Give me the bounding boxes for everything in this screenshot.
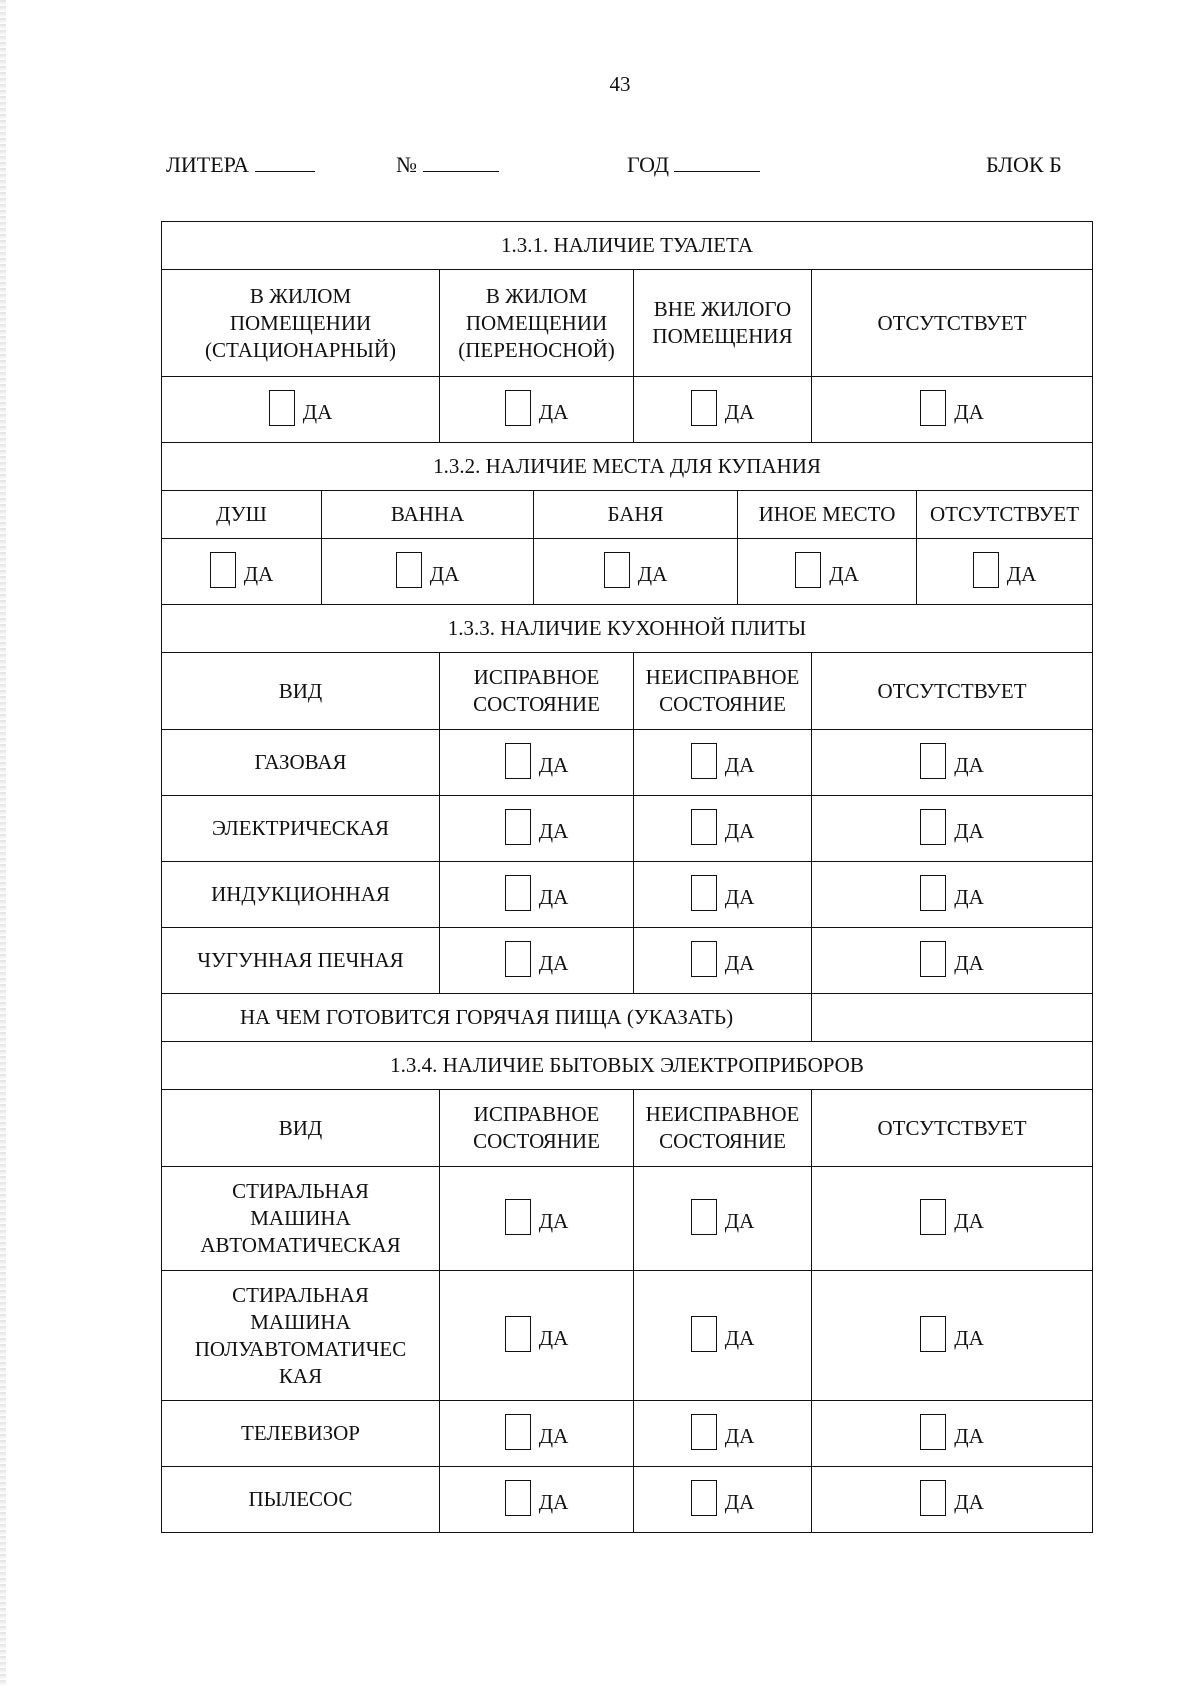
checkbox-square[interactable] bbox=[691, 743, 717, 779]
bathing-cell bbox=[322, 539, 534, 605]
stove-row bbox=[162, 796, 1093, 862]
appliance-cell bbox=[440, 1467, 634, 1533]
appliance-type bbox=[162, 1167, 440, 1271]
bathing-checkbox-2[interactable] bbox=[396, 550, 460, 586]
checkbox-label: ДА bbox=[724, 884, 755, 909]
stove-type: ЭЛЕКТРИЧЕСКАЯ bbox=[162, 796, 440, 862]
section-appliances-title: 1.3.4. НАЛИЧИЕ БЫТОВЫХ ЭЛЕКТРОПРИБОРОВ bbox=[162, 1042, 1093, 1090]
appliance-cell bbox=[440, 1401, 634, 1467]
stove-other-row bbox=[162, 994, 1093, 1042]
stove-cell bbox=[440, 796, 634, 862]
appliance-row bbox=[162, 1271, 1093, 1401]
stove-cell bbox=[440, 862, 634, 928]
cell-text: ВНЕ ЖИЛОГО bbox=[653, 297, 792, 321]
checkbox-square[interactable] bbox=[505, 1316, 531, 1352]
stove-row bbox=[162, 862, 1093, 928]
stove-checkbox-1-1[interactable] bbox=[505, 741, 569, 777]
survey-form-table bbox=[161, 221, 1093, 1533]
checkbox-label: ДА bbox=[724, 1208, 755, 1233]
bathing-cell bbox=[917, 539, 1093, 605]
appliance-cell bbox=[812, 1467, 1093, 1533]
cell-text: В ЖИЛОМ bbox=[485, 283, 588, 308]
cell-text: (СТАЦИОНАРНЫЙ) bbox=[204, 337, 397, 362]
page-number: 43 bbox=[609, 72, 631, 96]
checkbox-label: ДА bbox=[538, 818, 569, 843]
stove-type: ЧУГУННАЯ ПЕЧНАЯ bbox=[162, 928, 440, 994]
stove-type: ИНДУКЦИОННАЯ bbox=[162, 862, 440, 928]
appliance-type bbox=[162, 1467, 440, 1533]
cell-text: ВИД bbox=[278, 678, 323, 703]
checkbox-label: ДА bbox=[954, 752, 984, 777]
stove-checkbox-3-1[interactable] bbox=[505, 873, 569, 909]
checkbox-label: ДА bbox=[954, 399, 984, 424]
checkbox-square[interactable] bbox=[920, 390, 946, 426]
stove-checkbox-4-1[interactable] bbox=[505, 939, 569, 975]
section-bathing-title-row bbox=[162, 443, 1093, 491]
checkbox-square[interactable] bbox=[691, 1414, 717, 1450]
stove-header-row bbox=[162, 653, 1093, 730]
checkbox-square[interactable] bbox=[505, 1414, 531, 1450]
stove-cell bbox=[812, 796, 1093, 862]
checkbox-square[interactable] bbox=[505, 743, 531, 779]
appliance-checkbox-1-2[interactable] bbox=[691, 1197, 755, 1233]
cell-text: ОТСУТСТВУЕТ bbox=[877, 1115, 1027, 1140]
checkbox-label: ДА bbox=[538, 399, 569, 424]
stove-checkbox-2-3[interactable] bbox=[920, 807, 984, 843]
stove-cell bbox=[812, 730, 1093, 796]
stove-cell bbox=[440, 730, 634, 796]
stove-checkbox-4-2[interactable] bbox=[691, 939, 755, 975]
cell-text: СОСТОЯНИЕ bbox=[473, 692, 600, 716]
stove-type: ГАЗОВАЯ bbox=[162, 730, 440, 796]
stove-cell bbox=[812, 928, 1093, 994]
stove-checkbox-4-3[interactable] bbox=[920, 939, 984, 975]
cell-text: (ПЕРЕНОСНОЙ) bbox=[458, 337, 615, 362]
checkbox-label: ДА bbox=[538, 1325, 569, 1350]
checkbox-label: ДА bbox=[302, 399, 333, 424]
appliance-checkbox-4-2[interactable] bbox=[691, 1478, 755, 1514]
checkbox-square[interactable] bbox=[505, 1480, 531, 1516]
appliance-checkbox-1-1[interactable] bbox=[505, 1197, 569, 1233]
appliance-checkbox-1-3[interactable] bbox=[920, 1197, 984, 1233]
appliance-cell bbox=[634, 1167, 812, 1271]
stove-cell bbox=[440, 928, 634, 994]
checkbox-label: ДА bbox=[954, 1208, 984, 1233]
bathing-col-header: ОТСУТСТВУЕТ bbox=[917, 491, 1093, 539]
appliance-row bbox=[162, 1401, 1093, 1467]
toilet-col-header bbox=[812, 270, 1093, 377]
checkbox-label: ДА bbox=[1006, 561, 1037, 586]
checkbox-square[interactable] bbox=[505, 875, 531, 911]
toilet-checkbox-4[interactable] bbox=[920, 388, 984, 424]
appliance-checkbox-2-3[interactable] bbox=[920, 1314, 984, 1350]
appliance-checkbox-4-1[interactable] bbox=[505, 1478, 569, 1514]
checkbox-square[interactable] bbox=[505, 1199, 531, 1235]
bathing-col-header: ВАННА bbox=[322, 491, 534, 539]
appliance-type bbox=[162, 1401, 440, 1467]
stove-checkbox-1-3[interactable] bbox=[920, 741, 984, 777]
stove-col-header bbox=[440, 653, 634, 730]
appliance-cell bbox=[634, 1401, 812, 1467]
stove-cell bbox=[634, 928, 812, 994]
appliance-row bbox=[162, 1167, 1093, 1271]
checkbox-label: ДА bbox=[724, 399, 755, 424]
cell-text: ПЫЛЕСОС bbox=[248, 1487, 353, 1511]
toilet-check-row bbox=[162, 377, 1093, 443]
checkbox-square[interactable] bbox=[691, 875, 717, 911]
cell-text: В ЖИЛОМ bbox=[249, 283, 352, 308]
appliance-cell bbox=[634, 1271, 812, 1401]
checkbox-label: ДА bbox=[243, 561, 274, 586]
block-label: БЛОК Б bbox=[986, 152, 1062, 177]
bathing-checkbox-3[interactable] bbox=[604, 550, 668, 586]
bathing-checkbox-4[interactable] bbox=[795, 550, 859, 586]
checkbox-square[interactable] bbox=[691, 390, 717, 426]
toilet-header-row bbox=[162, 270, 1093, 377]
stove-checkbox-3-2[interactable] bbox=[691, 873, 755, 909]
stove-other-input[interactable] bbox=[812, 994, 1093, 1042]
checkbox-square[interactable] bbox=[505, 941, 531, 977]
cell-text: СТИРАЛЬНАЯ bbox=[232, 1282, 369, 1307]
checkbox-label: ДА bbox=[429, 561, 460, 586]
checkbox-label: ДА bbox=[724, 1489, 755, 1514]
cell-text: СОСТОЯНИЕ bbox=[473, 1129, 600, 1153]
litera-field bbox=[166, 152, 315, 178]
checkbox-label: ДА bbox=[724, 950, 755, 975]
appliance-header-row bbox=[162, 1090, 1093, 1167]
checkbox-square[interactable] bbox=[920, 1316, 946, 1352]
appliance-col-header bbox=[812, 1090, 1093, 1167]
year-field bbox=[627, 152, 760, 178]
toilet-checkbox-2[interactable] bbox=[505, 388, 569, 424]
toilet-cell bbox=[812, 377, 1093, 443]
appliance-row bbox=[162, 1467, 1093, 1533]
appliance-cell bbox=[440, 1167, 634, 1271]
toilet-col-header bbox=[634, 270, 812, 377]
checkbox-label: ДА bbox=[724, 1423, 755, 1448]
cell-text: ТЕЛЕВИЗОР bbox=[241, 1421, 360, 1445]
section-toilet-title-row bbox=[162, 222, 1093, 270]
checkbox-label: ДА bbox=[954, 1423, 984, 1448]
cell-text: СОСТОЯНИЕ bbox=[659, 1129, 786, 1153]
appliance-cell bbox=[812, 1271, 1093, 1401]
toilet-col-header bbox=[162, 270, 440, 377]
bathing-header-row bbox=[162, 491, 1093, 539]
bathing-check-row bbox=[162, 539, 1093, 605]
year-label: ГОД bbox=[627, 152, 669, 177]
cell-text: ВИД bbox=[278, 1115, 323, 1140]
cell-text: ПОМЕЩЕНИИ bbox=[465, 310, 608, 335]
appliance-checkbox-2-1[interactable] bbox=[505, 1314, 569, 1350]
appliance-type bbox=[162, 1271, 440, 1401]
checkbox-square[interactable] bbox=[505, 809, 531, 845]
appliance-checkbox-3-3[interactable] bbox=[920, 1412, 984, 1448]
number-label: № bbox=[396, 152, 417, 177]
bathing-checkbox-5[interactable] bbox=[973, 550, 1037, 586]
checkbox-square[interactable] bbox=[920, 743, 946, 779]
checkbox-label: ДА bbox=[954, 884, 984, 909]
checkbox-label: ДА bbox=[538, 752, 569, 777]
toilet-cell bbox=[162, 377, 440, 443]
checkbox-label: ДА bbox=[724, 752, 755, 777]
checkbox-square[interactable] bbox=[691, 1199, 717, 1235]
checkbox-label: ДА bbox=[538, 1423, 569, 1448]
section-stove-title-row bbox=[162, 605, 1093, 653]
cell-text: ПОМЕЩЕНИИ bbox=[229, 310, 372, 335]
checkbox-square[interactable] bbox=[920, 809, 946, 845]
checkbox-square[interactable] bbox=[604, 552, 630, 588]
stove-checkbox-3-3[interactable] bbox=[920, 873, 984, 909]
cell-text: ИСПРАВНОЕ bbox=[473, 665, 600, 689]
toilet-checkbox-3[interactable] bbox=[691, 388, 755, 424]
bathing-cell bbox=[534, 539, 738, 605]
number-blank[interactable] bbox=[423, 153, 499, 172]
checkbox-square[interactable] bbox=[691, 941, 717, 977]
cell-text: СОСТОЯНИЕ bbox=[659, 692, 786, 716]
toilet-col-header bbox=[440, 270, 634, 377]
toilet-checkbox-1[interactable] bbox=[269, 388, 333, 424]
cell-text: СТИРАЛЬНАЯ bbox=[232, 1179, 369, 1203]
appliance-cell bbox=[812, 1167, 1093, 1271]
checkbox-square[interactable] bbox=[920, 1480, 946, 1516]
checkbox-square[interactable] bbox=[920, 875, 946, 911]
toilet-cell bbox=[440, 377, 634, 443]
cell-text: МАШИНА bbox=[250, 1309, 351, 1334]
stove-checkbox-2-1[interactable] bbox=[505, 807, 569, 843]
cell-text: ПОМЕЩЕНИЯ bbox=[652, 324, 793, 348]
section-stove-title: 1.3.3. НАЛИЧИЕ КУХОННОЙ ПЛИТЫ bbox=[162, 605, 1093, 653]
stove-checkbox-1-2[interactable] bbox=[691, 741, 755, 777]
checkbox-square[interactable] bbox=[691, 1316, 717, 1352]
bathing-col-header: ИНОЕ МЕСТО bbox=[738, 491, 917, 539]
bathing-col-header: ДУШ bbox=[162, 491, 322, 539]
appliance-col-header bbox=[440, 1090, 634, 1167]
checkbox-label: ДА bbox=[538, 1489, 569, 1514]
appliance-cell bbox=[634, 1467, 812, 1533]
section-appliances-title-row bbox=[162, 1042, 1093, 1090]
section-toilet-title: 1.3.1. НАЛИЧИЕ ТУАЛЕТА bbox=[162, 222, 1093, 270]
checkbox-label: ДА bbox=[954, 1489, 984, 1514]
appliance-col-header bbox=[162, 1090, 440, 1167]
checkbox-label: ДА bbox=[954, 1325, 984, 1350]
cell-text: НЕИСПРАВНОЕ bbox=[645, 665, 800, 689]
year-blank[interactable] bbox=[674, 153, 760, 172]
bathing-cell bbox=[162, 539, 322, 605]
appliance-cell bbox=[440, 1271, 634, 1401]
cell-text: КАЯ bbox=[278, 1363, 323, 1388]
stove-row bbox=[162, 928, 1093, 994]
checkbox-square[interactable] bbox=[691, 809, 717, 845]
stove-cell bbox=[634, 730, 812, 796]
checkbox-label: ДА bbox=[538, 1208, 569, 1233]
number-field bbox=[396, 152, 499, 178]
checkbox-square[interactable] bbox=[396, 552, 422, 588]
stove-checkbox-2-2[interactable] bbox=[691, 807, 755, 843]
checkbox-square[interactable] bbox=[269, 390, 295, 426]
checkbox-label: ДА bbox=[954, 818, 984, 843]
stove-cell bbox=[634, 862, 812, 928]
cell-text: ИСПРАВНОЕ bbox=[473, 1102, 600, 1126]
appliance-checkbox-4-3[interactable] bbox=[920, 1478, 984, 1514]
section-bathing-title: 1.3.2. НАЛИЧИЕ МЕСТА ДЛЯ КУПАНИЯ bbox=[162, 443, 1093, 491]
checkbox-square[interactable] bbox=[795, 552, 821, 588]
checkbox-label: ДА bbox=[538, 884, 569, 909]
litera-label: ЛИТЕРА bbox=[166, 152, 249, 177]
checkbox-label: ДА bbox=[954, 950, 984, 975]
stove-col-header bbox=[812, 653, 1093, 730]
checkbox-label: ДА bbox=[724, 818, 755, 843]
appliance-checkbox-3-2[interactable] bbox=[691, 1412, 755, 1448]
checkbox-square[interactable] bbox=[505, 390, 531, 426]
checkbox-square[interactable] bbox=[973, 552, 999, 588]
bathing-col-header: БАНЯ bbox=[534, 491, 738, 539]
stove-col-header bbox=[634, 653, 812, 730]
checkbox-square[interactable] bbox=[920, 1199, 946, 1235]
checkbox-square[interactable] bbox=[920, 941, 946, 977]
checkbox-label: ДА bbox=[724, 1325, 755, 1350]
checkbox-square[interactable] bbox=[691, 1480, 717, 1516]
toilet-cell bbox=[634, 377, 812, 443]
cell-text: ОТСУТСТВУЕТ bbox=[877, 678, 1027, 703]
bathing-cell bbox=[738, 539, 917, 605]
checkbox-label: ДА bbox=[829, 561, 859, 586]
stove-cell bbox=[812, 862, 1093, 928]
scan-edge bbox=[0, 0, 6, 1686]
cell-text: АВТОМАТИЧЕСКАЯ bbox=[200, 1233, 401, 1257]
checkbox-square[interactable] bbox=[920, 1414, 946, 1450]
checkbox-label: ДА bbox=[637, 561, 668, 586]
bathing-checkbox-1[interactable] bbox=[210, 550, 274, 586]
cell-text: ПОЛУАВТОМАТИЧЕС bbox=[194, 1336, 407, 1361]
appliance-checkbox-2-2[interactable] bbox=[691, 1314, 755, 1350]
cell-text: МАШИНА bbox=[250, 1206, 351, 1230]
checkbox-square[interactable] bbox=[210, 552, 236, 588]
appliance-cell bbox=[812, 1401, 1093, 1467]
stove-cell bbox=[634, 796, 812, 862]
litera-blank[interactable] bbox=[255, 153, 315, 172]
stove-row bbox=[162, 730, 1093, 796]
checkbox-label: ДА bbox=[538, 950, 569, 975]
cell-text: ОТСУТСТВУЕТ bbox=[877, 310, 1027, 335]
stove-other-label: НА ЧЕМ ГОТОВИТСЯ ГОРЯЧАЯ ПИЩА (УКАЗАТЬ) bbox=[162, 994, 812, 1042]
appliance-col-header bbox=[634, 1090, 812, 1167]
cell-text: НЕИСПРАВНОЕ bbox=[645, 1102, 800, 1126]
stove-col-header bbox=[162, 653, 440, 730]
appliance-checkbox-3-1[interactable] bbox=[505, 1412, 569, 1448]
